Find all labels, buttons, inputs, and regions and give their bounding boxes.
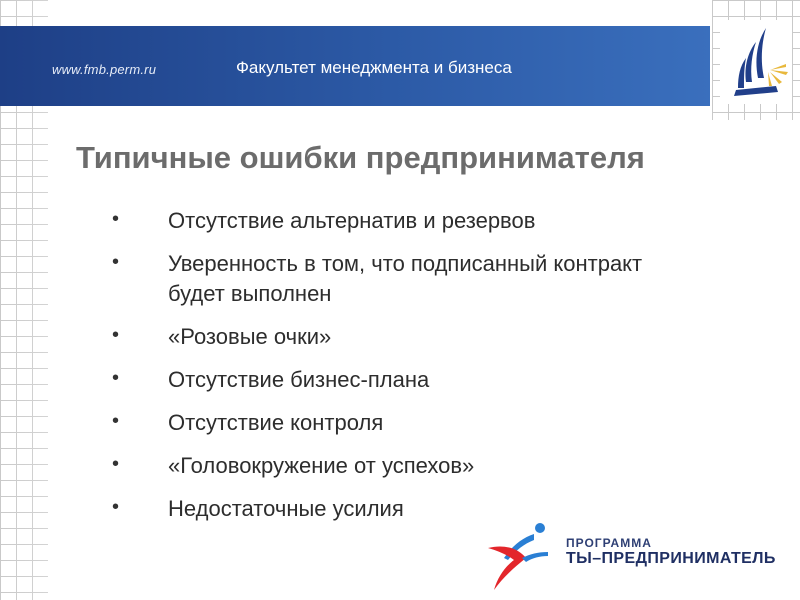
bullet-icon: • <box>112 324 120 346</box>
list-item-text: Недостаточные усилия <box>168 496 404 521</box>
list-item <box>112 365 672 395</box>
faculty-name: Факультет менеджмента и бизнеса <box>236 58 512 77</box>
list-item <box>112 249 672 309</box>
program-brand <box>478 514 794 596</box>
list-item <box>112 322 672 352</box>
bullet-icon: • <box>112 251 120 273</box>
header-banner <box>0 26 710 106</box>
bullet-icon: • <box>112 208 120 230</box>
list-item-text: «Розовые очки» <box>168 324 332 349</box>
list-item <box>112 408 672 438</box>
list-item-text: Отсутствие контроля <box>168 410 384 435</box>
list-item-text: Отсутствие бизнес-плана <box>168 367 430 392</box>
bullet-icon: • <box>112 496 120 518</box>
program-name: ТЫ–ПРЕДПРИНИМАТЕЛЬ <box>566 550 776 567</box>
running-figure-icon <box>478 514 562 596</box>
faculty-logo <box>720 20 792 104</box>
program-label: ПРОГРАММА <box>566 536 652 550</box>
bullet-icon: • <box>112 410 120 432</box>
list-item <box>112 206 672 236</box>
error-list <box>112 206 672 537</box>
sail-emblem-icon <box>720 20 792 104</box>
website-url: www.fmb.perm.ru <box>52 62 157 77</box>
list-item-text: «Головокружение от успехов» <box>168 453 475 478</box>
list-item-text: Отсутствие альтернатив и резервов <box>168 208 536 233</box>
list-item-text: Уверенность в том, что подписанный контракт будет выполнен <box>168 251 643 306</box>
bullet-icon: • <box>112 453 120 475</box>
bullet-icon: • <box>112 367 120 389</box>
list-item <box>112 451 672 481</box>
slide-title: Типичные ошибки предпринимателя <box>76 140 645 175</box>
